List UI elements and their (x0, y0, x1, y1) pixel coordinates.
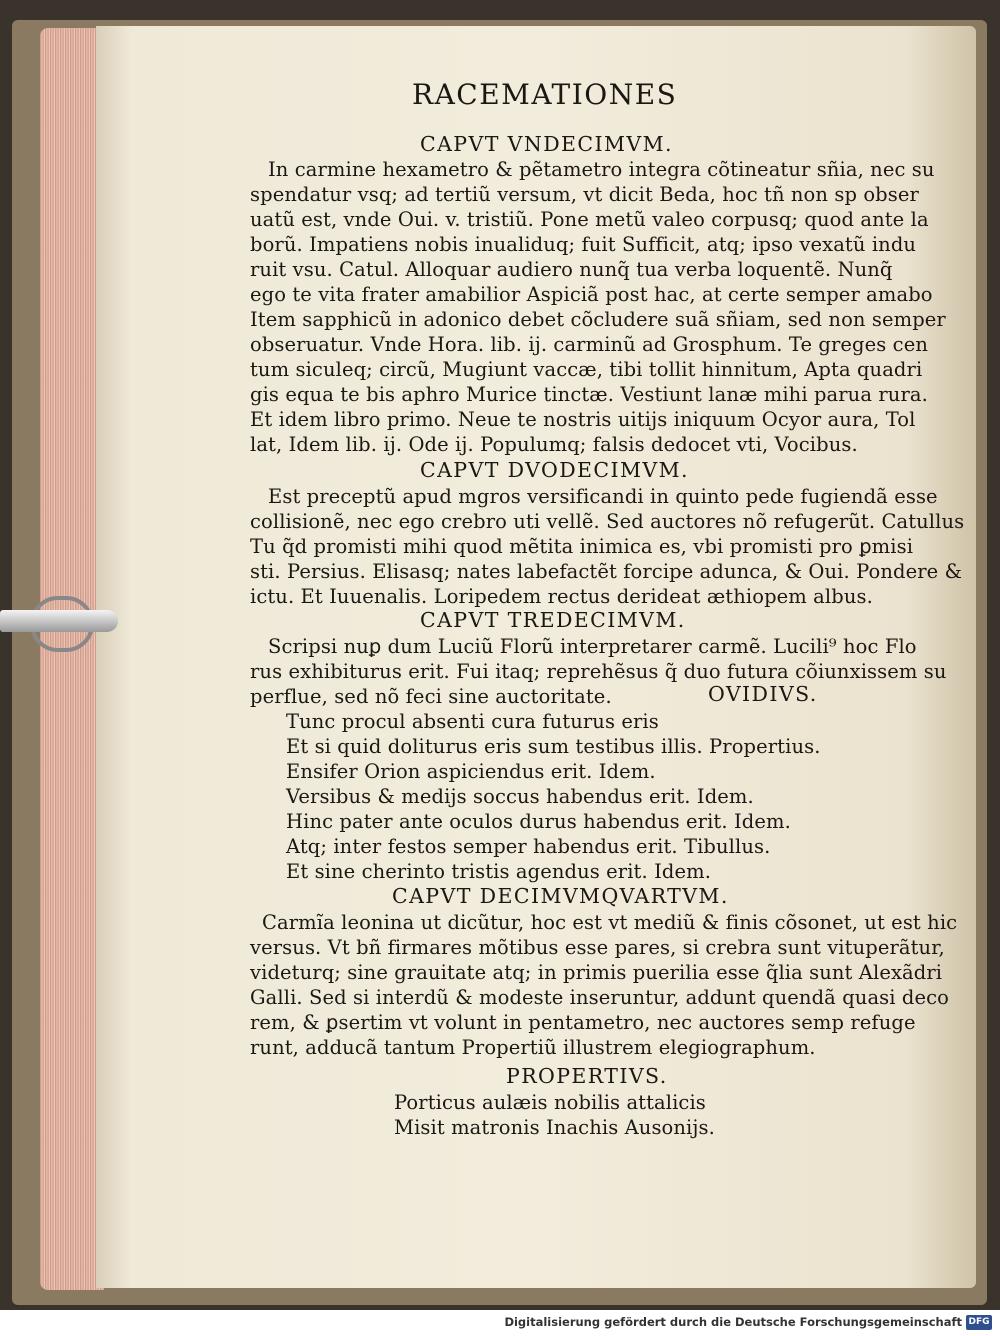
text-line: sti. Persius. Elisasq; nates labefactẽt forcipe adunca, & Oui. Pondere & (250, 560, 963, 583)
running-head: RACEMATIONES (412, 78, 678, 111)
footer-bar (0, 1310, 1000, 1336)
section-subheading: PROPERTIVS. (506, 1064, 668, 1088)
text-line: Tu q̃d promisti mihi quod mẽtita inimica es, vbi promisti pro ꝑmisi (250, 535, 914, 558)
text-line: lat, Idem lib. ij. Ode ij. Populumq; falsis dedocet vti, Vocibus. (250, 433, 858, 456)
verse-line: Misit matronis Inachis Ausonijs. (394, 1116, 715, 1139)
text-line: Carmĩa leonina ut dicũtur, hoc est vt mediũ & finis cõsonet, ut est hic (262, 911, 958, 934)
text-line: tum siculeq; circũ, Mugiunt vaccæ, tibi tollit hinnitum, Apta quadri (250, 358, 923, 381)
verse-line: Et si quid doliturus eris sum testibus illis. Propertius. (286, 735, 821, 758)
verse-line: Atq; inter festos semper habendus erit. Tibullus. (286, 835, 771, 858)
text-line: Item sapphicũ in adonico debet cõcludere suã sñiam, sed non semper (250, 308, 946, 331)
text-line: ego te vita frater amabilior Aspiciã post hac, at certe semper amabo (250, 283, 933, 306)
text-line: Scripsi nuꝑ dum Luciũ Florũ interpretarer carmẽ. Lucili⁹ hoc Flo (268, 635, 917, 658)
section-subheading: OVIDIVS. (708, 682, 818, 706)
digitization-credit: Digitalisierung gefördert durch die Deutsche Forschungsgemeinschaft (504, 1315, 962, 1329)
text-line: gis equa te bis aphro Murice tinctæ. Vestiunt lanæ mihi parua rura. (250, 383, 928, 406)
text-line: runt, adducã tantum Propertiũ illustrem elegiographum. (250, 1036, 816, 1059)
text-line: spendatur vsq; ad tertiũ versum, vt dicit Beda, hoc tñ non sp obser (250, 183, 919, 206)
verse-line: Porticus aulæis nobilis attalicis (394, 1091, 706, 1114)
text-line: Et idem libro primo. Neue te nostris uitijs iniquum Ocyor aura, Tol (250, 408, 916, 431)
text-line: borũ. Impatiens nobis inualiduq; fuit Sufficit, atq; ipso vexatũ indu (250, 233, 917, 256)
verse-line: Ensifer Orion aspiciendus erit. Idem. (286, 760, 656, 783)
text-line: Est preceptũ apud mgros versificandi in quinto pede fugiendã esse (268, 485, 938, 508)
text-line: ruit vsu. Catul. Alloquar audiero nunq̃ tua verba loquentẽ. Nunq̃ (250, 258, 893, 281)
text-line: collisionẽ, nec ego crebro uti vellẽ. Sed auctores nõ refugerũt. Catullus (250, 510, 965, 533)
text-line: perflue, sed nõ feci sine auctoritate. (250, 685, 612, 708)
text-line: uatũ est, vnde Oui. v. tristiũ. Pone metũ valeo corpusq; quod ante la (250, 208, 929, 231)
text-line: Galli. Sed si interdũ & modeste inseruntur, addunt quendã quasi deco (250, 986, 949, 1009)
text-line: ictu. Et Iuuenalis. Loripedem rectus derideat æthiopem albus. (250, 585, 873, 608)
verse-line: Tunc procul absenti cura futurus eris (286, 710, 659, 733)
chapter-heading: CAPVT VNDECIMVM. (420, 132, 673, 156)
verse-line: Versibus & medijs soccus habendus erit. Idem. (286, 785, 754, 808)
text-line: videturq; sine grauitate atq; in primis puerilia esse q̃lia sunt Alexãdri (250, 961, 943, 984)
text-line: rem, & ꝑsertim vt volunt in pentametro, nec auctores semp refuge (250, 1011, 916, 1034)
text-line: rus exhibiturus erit. Fui itaq; reprehẽsus q̃ duo futura cõiunxissem su (250, 660, 947, 683)
chapter-heading: CAPVT TREDECIMVM. (420, 608, 686, 632)
text-line: versus. Vt bñ firmares mõtibus esse pares, si crebra sunt vituperãtur, (250, 936, 945, 959)
dfg-logo-icon: DFG (966, 1315, 992, 1330)
text-line: In carmine hexametro & pẽtametro integra cõtineatur sñia, nec su (268, 158, 935, 181)
verse-line: Hinc pater ante oculos durus habendus erit. Idem. (286, 810, 791, 833)
verse-line: Et sine cherinto tristis agendus erit. Idem. (286, 860, 712, 883)
chapter-heading: CAPVT DECIMVMQVARTVM. (392, 884, 729, 908)
text-line: obseruatur. Vnde Hora. lib. ij. carminũ ad Grosphum. Te greges cen (250, 333, 929, 356)
chapter-heading: CAPVT DVODECIMVM. (420, 458, 689, 482)
